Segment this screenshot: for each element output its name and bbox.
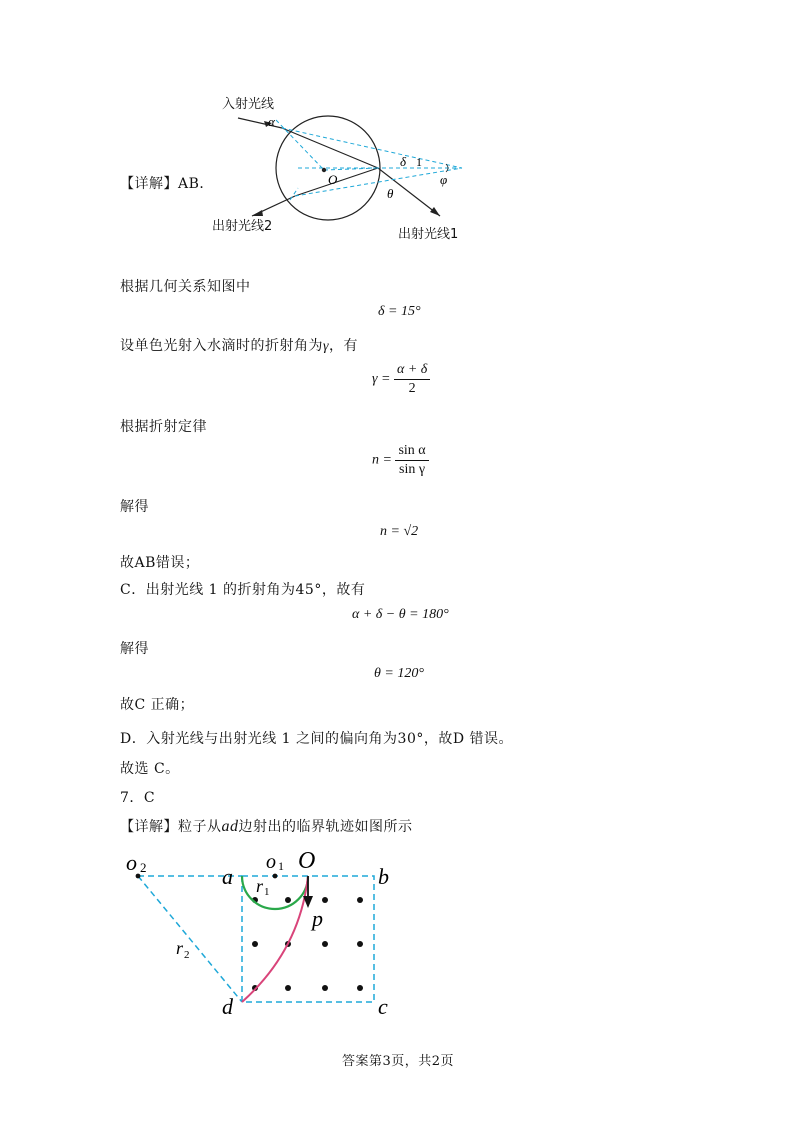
- r1-sub-label: 1: [264, 886, 270, 898]
- eq-gamma-denominator: 2: [408, 381, 416, 396]
- eq-gamma-fraction: [394, 362, 430, 397]
- eq-theta: θ = 120°: [374, 666, 424, 681]
- eq-sum: α + δ − θ = 180°: [352, 607, 449, 622]
- p-label: p: [312, 906, 323, 931]
- q7-detail-line: [120, 816, 413, 836]
- eq-delta: δ = 15°: [378, 304, 421, 319]
- refraction-angle-post: ，有: [329, 338, 359, 354]
- field-dot: [322, 941, 328, 947]
- center-dot: [322, 168, 326, 172]
- detail-ab-heading: [120, 173, 214, 193]
- exit-arrow-2: [252, 210, 263, 216]
- refraction-angle-pre: 设单色光射入水滴时的折射角为: [120, 338, 323, 354]
- pink-trajectory: [242, 876, 308, 1002]
- d-label: d: [222, 994, 233, 1019]
- dash-line-3: [276, 120, 324, 170]
- dash-line-1: [282, 128, 462, 168]
- detail-label: 【详解】: [120, 176, 178, 192]
- o1-dot: [273, 874, 278, 879]
- r2-sub-label: 2: [184, 949, 190, 961]
- solve-line-2: 解得: [120, 641, 149, 657]
- section-ab-label: AB．: [178, 176, 214, 192]
- exit2-label: 出射光线2: [212, 219, 273, 234]
- phi-label: φ: [440, 172, 448, 187]
- b-label: b: [378, 864, 389, 889]
- eq-n-fraction: [395, 443, 428, 478]
- field-dot: [252, 941, 258, 947]
- solve-line-1: 解得: [120, 499, 149, 515]
- field-dot: [357, 985, 363, 991]
- eq-n-numerator: sin α: [395, 443, 428, 461]
- c-label: c: [378, 994, 388, 1019]
- r1-label: r: [256, 876, 264, 896]
- refraction-angle-line: [120, 335, 358, 355]
- dash-line-6: [290, 188, 298, 200]
- field-dot: [285, 897, 291, 903]
- o2-line-diag: [138, 876, 242, 1002]
- choose-line: 故选 C。: [120, 761, 180, 777]
- q7-detail-pre: 【详解】粒子从: [120, 819, 222, 835]
- eq-n: [372, 443, 429, 478]
- eq-gamma-lhs: γ =: [372, 371, 391, 387]
- field-dot: [357, 897, 363, 903]
- alpha-label: α: [268, 114, 275, 129]
- d-statement-line: D．入射光线与出射光线 1 之间的偏向角为30°，故D 错误。: [120, 731, 514, 747]
- exit-arrow-1: [430, 207, 440, 216]
- eq-gamma: [372, 362, 430, 397]
- field-dot: [322, 985, 328, 991]
- incident-label: 入射光线: [222, 97, 275, 112]
- green-trajectory: [242, 876, 308, 909]
- o1-label: o: [266, 851, 276, 873]
- page-footer: 答案第3页，共2页: [342, 1054, 455, 1069]
- field-dot: [285, 985, 291, 991]
- q7-line: 7．C: [120, 790, 156, 806]
- geometry-line: 根据几何关系知图中: [120, 279, 251, 295]
- gamma-symbol: γ: [323, 339, 330, 354]
- r2-label: r: [176, 938, 184, 958]
- eq-n-denominator: sin γ: [399, 462, 426, 477]
- o2-sub-label: 2: [140, 860, 147, 875]
- exit1-label: 出射光线1: [398, 227, 459, 242]
- ab-wrong-line: 故AB错误；: [120, 555, 200, 571]
- o1-sub-label: 1: [278, 859, 284, 873]
- c-statement-line: C．出射光线 1 的折射角为45°，故有: [120, 582, 366, 598]
- theta-label: θ: [387, 186, 394, 201]
- q7-detail-post: 边射出的临界轨迹如图所示: [238, 819, 413, 835]
- one-label: 1: [416, 155, 422, 169]
- eq-n-lhs: n =: [372, 452, 392, 468]
- internal-ray-1: [282, 128, 378, 168]
- delta-label: δ: [400, 154, 407, 169]
- a-label: a: [222, 864, 233, 889]
- eq-gamma-numerator: α + δ: [394, 362, 430, 380]
- q7-ad-symbol: ad: [221, 818, 239, 835]
- law-line: 根据折射定律: [120, 419, 207, 435]
- field-dot: [357, 941, 363, 947]
- field-dot: [322, 897, 328, 903]
- eq-n-result: n = √2: [380, 524, 419, 539]
- magnetic-field-diagram: [120, 840, 420, 1025]
- O-label: O: [298, 848, 316, 874]
- o2-label: o: [126, 850, 137, 875]
- incident-ray: [238, 118, 282, 128]
- droplet-diagram: [200, 88, 500, 248]
- center-label: O: [328, 172, 338, 187]
- c-correct-line: 故C 正确；: [120, 697, 195, 713]
- dash-line-2: [295, 168, 462, 196]
